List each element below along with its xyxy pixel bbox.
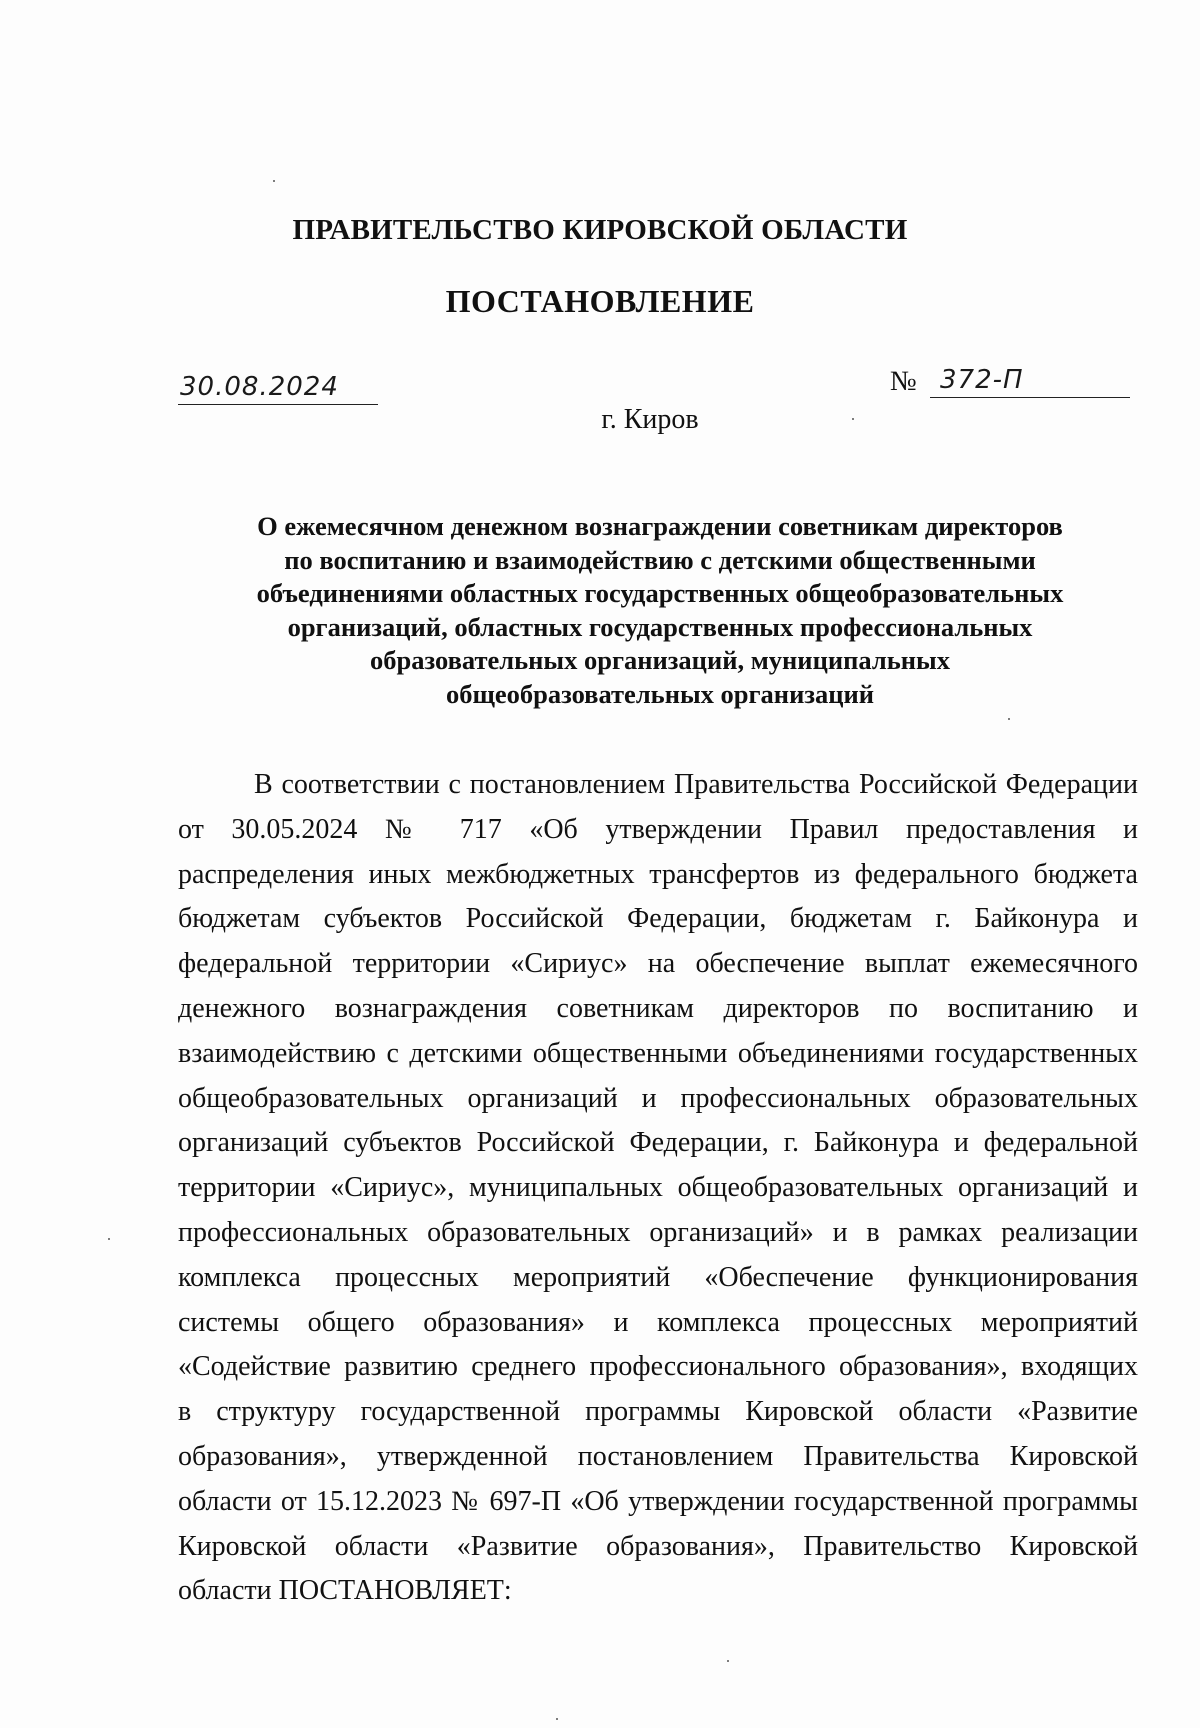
- subject-line: организаций, областных государственных профессиональных: [287, 611, 1033, 642]
- body-line: от 30.05.2024 № 717 «Об утверждении Правил предоставления и: [178, 813, 1138, 845]
- number-underline: [930, 363, 1130, 398]
- body-paragraph: [178, 763, 1138, 1614]
- body-line: взаимодействию с детскими общественными объединениями государственных: [178, 1037, 1138, 1069]
- city-label: г. Киров: [601, 404, 699, 435]
- body-line: распределения иных межбюджетных трансфертов из федерального бюджета: [178, 858, 1138, 890]
- body-line: системы общего образования» и комплекса процессных мероприятий: [178, 1306, 1138, 1338]
- body-line: бюджетам субъектов Российской Федерации, бюджетам г. Байконура и: [178, 903, 1138, 935]
- body-line: области ПОСТАНОВЛЯЕТ:: [178, 1575, 512, 1607]
- scan-speck: [1008, 718, 1010, 720]
- body-line: в структуру государственной программы Кировской области «Развитие: [178, 1396, 1138, 1428]
- body-line: области от 15.12.2023 № 697-П «Об утверждении государственной программы: [178, 1485, 1138, 1517]
- handwritten-date: 30.08.2024: [180, 372, 339, 402]
- body-line: общеобразовательных организаций и профессиональных образовательных: [178, 1082, 1138, 1114]
- body-line: образования», утвержденной постановлением Правительства Кировской: [178, 1440, 1138, 1472]
- body-line: «Содействие развитию среднего профессионального образования», входящих: [178, 1351, 1138, 1383]
- scan-speck: [108, 1238, 110, 1240]
- scan-speck: [727, 1660, 729, 1662]
- subject-line: объединениями областных государственных общеобразовательных: [256, 578, 1064, 608]
- scan-speck: [556, 1718, 558, 1720]
- subject-line: образовательных организаций, муниципальных: [370, 645, 950, 675]
- body-line: В соответствии с постановлением Правительства Российской Федерации: [254, 769, 1138, 800]
- document-type-heading: ПОСТАНОВЛЕНИЕ: [445, 283, 755, 319]
- date-field: [178, 370, 378, 405]
- number-sign: №: [890, 366, 917, 397]
- subject-line: по воспитанию и взаимодействию с детскими общественными: [284, 544, 1036, 575]
- body-line: организаций субъектов Российской Федерации, г. Байконура и федеральной: [178, 1127, 1138, 1159]
- body-line: комплекса процессных мероприятий «Обеспечение функционирования: [178, 1261, 1138, 1293]
- body-line: денежного вознаграждения советникам директоров по воспитанию и: [178, 992, 1138, 1024]
- body-line: Кировской области «Развитие образования», Правительство Кировской: [178, 1530, 1138, 1562]
- document-number-field: [890, 364, 1130, 404]
- organization-title: ПРАВИТЕЛЬСТВО КИРОВСКОЙ ОБЛАСТИ: [292, 214, 908, 246]
- body-line: территории «Сириус», муниципальных общеобразовательных организаций и: [178, 1172, 1138, 1204]
- body-line: федеральной территории «Сириус» на обеспечение выплат ежемесячного: [178, 948, 1138, 980]
- scan-speck: [852, 418, 854, 420]
- scan-speck: [273, 180, 275, 182]
- body-line: профессиональных образовательных организаций» и в рамках реализации: [178, 1216, 1138, 1248]
- document-subject: [200, 510, 1120, 711]
- subject-line: общеобразовательных организаций: [445, 678, 875, 709]
- handwritten-number: 372-П: [940, 365, 1024, 395]
- subject-line: О ежемесячном денежном вознаграждении советникам директоров: [257, 511, 1063, 541]
